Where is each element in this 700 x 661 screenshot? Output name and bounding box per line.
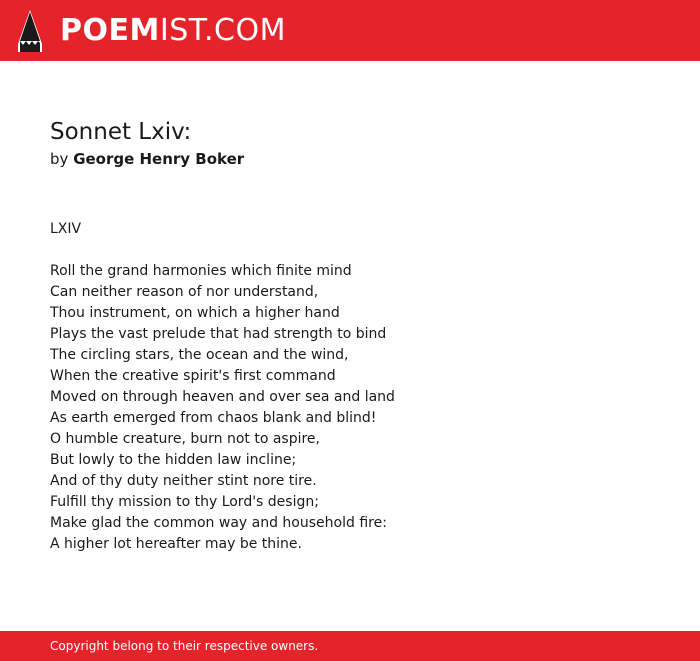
poem-line: Can neither reason of nor understand, — [50, 284, 319, 300]
poem-body — [50, 261, 395, 555]
poem-line: A higher lot hereafter may be thine. — [50, 536, 302, 552]
poem-line: Moved on through heaven and over sea and land — [50, 389, 395, 405]
author-link[interactable]: George Henry Boker — [73, 150, 245, 168]
brand-name-light: IST.COM — [159, 13, 286, 48]
copyright-notice: Copyright belong to their respective owners. — [50, 639, 319, 653]
poem-line: When the creative spirit's first command — [50, 368, 336, 384]
by-label: by — [50, 150, 69, 168]
poem-line: O humble creature, burn not to aspire, — [50, 431, 320, 447]
brand-name-bold: POEM — [60, 13, 160, 48]
poem-title: Sonnet Lxiv: — [50, 119, 192, 145]
poem-line: Make glad the common way and household fire: — [50, 515, 387, 531]
poem-line: As earth emerged from chaos blank and blind! — [50, 410, 377, 426]
site-logo-link[interactable] — [18, 0, 286, 61]
site-header — [0, 0, 700, 61]
brand-name — [60, 0, 286, 61]
poem-line: And of thy duty neither stint nore tire. — [50, 473, 317, 489]
poem-line: But lowly to the hidden law incline; — [50, 452, 297, 468]
poem-content — [50, 116, 670, 552]
site-footer — [0, 631, 700, 661]
poem-line: Fulfill thy mission to thy Lord's design; — [50, 494, 319, 510]
poem-line: Thou instrument, on which a higher hand — [50, 305, 340, 321]
poem-byline — [50, 148, 670, 170]
poem-line: Roll the grand harmonies which finite mind — [50, 263, 352, 279]
poem-section-number: LXIV — [50, 221, 82, 237]
poem-line: The circling stars, the ocean and the wind, — [50, 347, 349, 363]
poem-line: Plays the vast prelude that had strength to bind — [50, 326, 387, 342]
pencil-tip-icon — [18, 10, 42, 52]
